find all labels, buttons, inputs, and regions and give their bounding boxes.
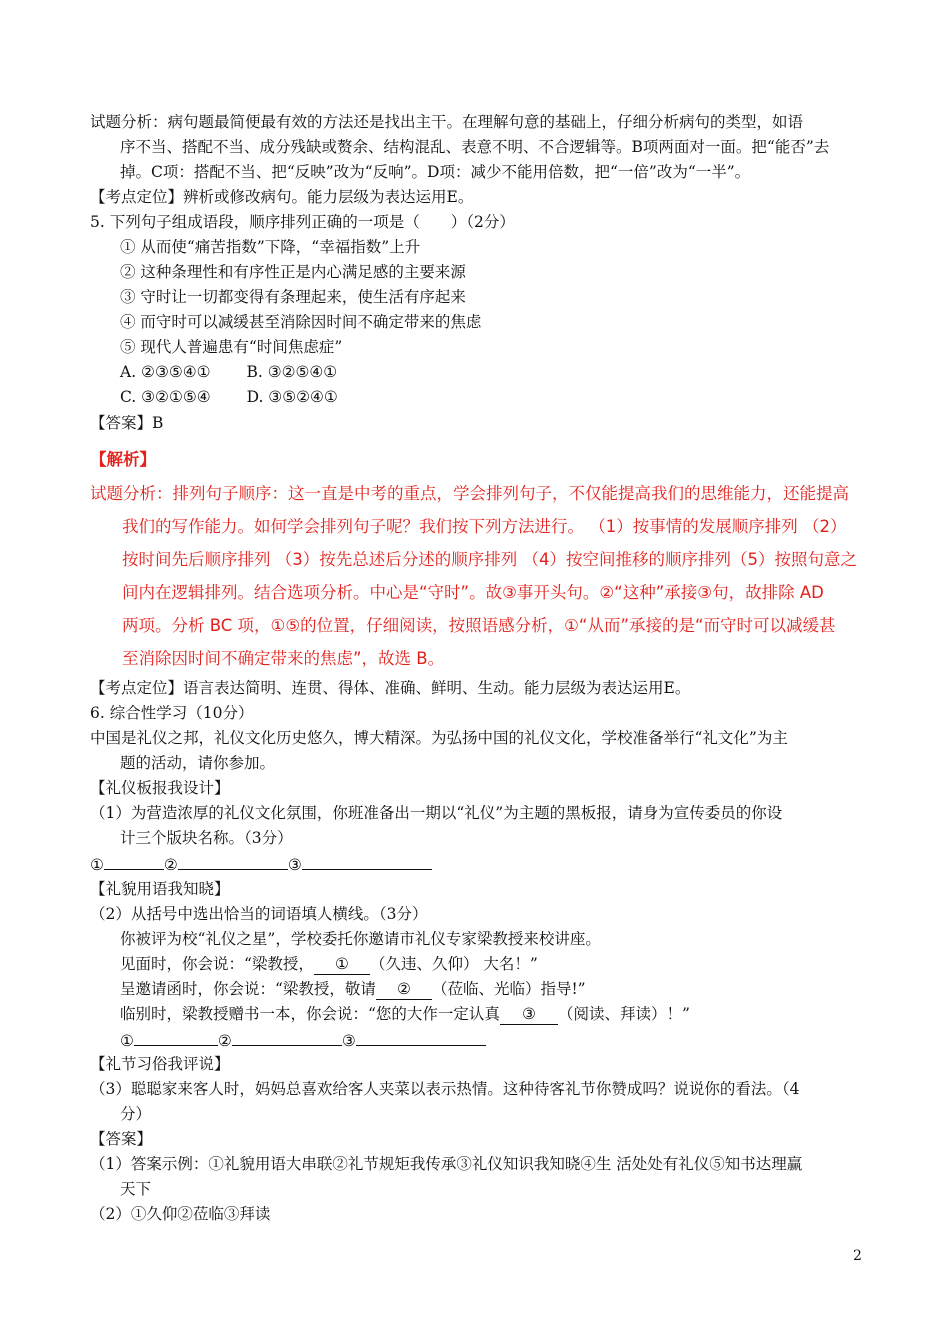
sec2-line-2-options: （久违、久仰） 大名！” [369, 955, 538, 973]
q5-options-cd: C. ③②①⑤④ D. ③⑤②④① [120, 388, 338, 406]
answer-1-line-1: （1）答案示例：①礼貌用语大串联②礼节规矩我传承③礼仪知识我知晓④生 活处处有礼仪⑤知书达理赢 [90, 1155, 803, 1173]
sec2-question: （2）从括号中选出恰当的词语填人横线。（3分） [90, 905, 428, 923]
section-title: 【礼节习俗我评说】 [90, 1055, 230, 1073]
sec1-question-1: （1）为营造浓厚的礼仪文化氛围，你班准备出一期以“礼仪”为主题的黑板报，请身为宣传委员的你设 [90, 804, 783, 822]
q5-item: ① 从而使“痛苦指数”下降，“幸福指数”上升 [120, 238, 421, 256]
question-6-stem: 6. 综合性学习（10分） [90, 704, 254, 722]
sec2-line-3 [120, 979, 586, 1000]
answer-blank[interactable] [134, 1029, 218, 1046]
jiexi-line: 按时间先后顺序排列 （3）按先总述后分述的顺序排列 （4）按空间推移的顺序排列（5）按照句意之 [122, 550, 857, 569]
q5-item: ④ 而守时可以减缓甚至消除因时间不确定带来的焦虑 [120, 313, 482, 331]
sec1-blanks [90, 853, 432, 875]
sec2-line-4 [120, 1004, 690, 1025]
question-5-stem: 5. 下列句子组成语段，顺序排列正确的一项是（ ）（2分） [90, 213, 515, 231]
answer-2: （2）①久仰②莅临③拜读 [90, 1205, 271, 1223]
blank-mark: ① [120, 1032, 134, 1050]
kaodian-5: 【考点定位】语言表达简明、连贯、得体、准确、鲜明、生动。能力层级为表达运用E。 [90, 679, 691, 697]
section-title: 【礼仪板报我设计】 [90, 779, 230, 797]
blank-mark: ③ [287, 856, 302, 874]
answer-blank[interactable] [232, 1029, 342, 1046]
jiexi-line: 两项。分析 BC 项，①⑤的位置，仔细阅读，按照语感分析，①“从而”承接的是“而守时可以减缓甚 [122, 616, 836, 635]
q6-intro-2: 题的活动，请你参加。 [120, 754, 276, 772]
q5-item: ③ 守时让一切都变得有条理起来，使生活有序起来 [120, 288, 466, 306]
blank-mark: ③ [341, 1032, 356, 1050]
answer-1-line-2: 天下 [120, 1180, 152, 1198]
jiexi-line: 我们的写作能力。如何学会排列句子呢？我们按下列方法进行。 （1）按事情的发展顺序排列 （2） [122, 517, 847, 536]
analysis-line-1: 试题分析：病句题最简便最有效的方法还是找出主干。在理解句意的基础上，仔细分析病句的类型，如语 [90, 113, 804, 131]
q5-answer: 【答案】B [90, 414, 164, 432]
sec2-blanks [120, 1029, 486, 1051]
sec3-question-2: 分） [120, 1105, 152, 1123]
answer-title: 【答案】 [90, 1130, 153, 1148]
sec2-line-4-options: （阅读、拜读）！” [557, 1005, 690, 1023]
jiexi-line: 试题分析：排列句子顺序：这一直是中考的重点，学会排列句子，不仅能提高我们的思维能力，还能提高 [90, 484, 849, 503]
q5-options-ab: A. ②③⑤④① B. ③②⑤④① [120, 363, 338, 381]
answer-blank[interactable] [302, 853, 432, 870]
answer-blank-1[interactable] [314, 954, 370, 975]
section-title: 【礼貌用语我知晓】 [90, 880, 230, 898]
answer-blank[interactable] [104, 853, 164, 870]
answer-blank[interactable] [356, 1029, 486, 1046]
q5-item: ⑤ 现代人普遍患有“时间焦虑症” [120, 338, 343, 356]
jiexi-line: 间内在逻辑排列。结合选项分析。中心是“守时”。故③事开头句。②“这种”承接③句，故排除 AD [122, 583, 824, 602]
blank-mark: ② [396, 980, 411, 998]
sec2-line-1: 你被评为校“礼仪之星”，学校委托你邀请市礼仪专家梁教授来校讲座。 [120, 930, 601, 948]
analysis-line-2: 序不当、搭配不当、成分残缺或赘余、结构混乱、表意不明、不合逻辑等。B项两面对一面。把“能否”去 [120, 138, 830, 156]
blank-mark: ① [334, 955, 349, 973]
blank-mark: ③ [521, 1005, 536, 1023]
page-number: 2 [853, 1248, 862, 1264]
sec2-line-2 [120, 954, 538, 975]
sec2-line-3-text: 呈邀请函时，你会说：“梁教授，敬请 [120, 980, 376, 998]
blank-mark: ② [217, 1032, 232, 1050]
jiexi-label: 【解析】 [90, 450, 156, 469]
answer-blank-3[interactable] [500, 1004, 558, 1025]
q5-item: ② 这种条理性和有序性正是内心满足感的主要来源 [120, 263, 466, 281]
sec1-question-2: 计三个版块名称。（3分） [120, 829, 293, 847]
q6-intro-1: 中国是礼仪之邦，礼仪文化历史悠久，博大精深。为弘扬中国的礼仪文化，学校准备举行“礼文化”为主 [90, 729, 788, 747]
sec2-line-2-text: 见面时，你会说：“梁教授， [120, 955, 314, 973]
sec2-line-4-text: 临别时，梁教授赠书一本，你会说：“您的大作一定认真 [120, 1005, 500, 1023]
sec3-question-1: （3）聪聪家来客人时，妈妈总喜欢给客人夹菜以表示热情。这种待客礼节你赞成吗？说说你的看法。（4 [90, 1080, 800, 1098]
jiexi-line: 至消除因时间不确定带来的焦虑”，故选 B。 [122, 649, 445, 668]
kaodian-4: 【考点定位】辨析或修改病句。能力层级为表达运用E。 [90, 188, 474, 206]
analysis-line-3: 掉。C项：搭配不当、把“反映”改为“反响”。D项：减少不能用倍数，把“一倍”改为“一半”。 [120, 163, 751, 181]
answer-blank-2[interactable] [376, 979, 432, 1000]
blank-mark: ② [163, 856, 178, 874]
sec2-line-3-options: （莅临、光临）指导!” [431, 980, 586, 998]
answer-blank[interactable] [178, 853, 288, 870]
blank-mark: ① [90, 856, 104, 874]
